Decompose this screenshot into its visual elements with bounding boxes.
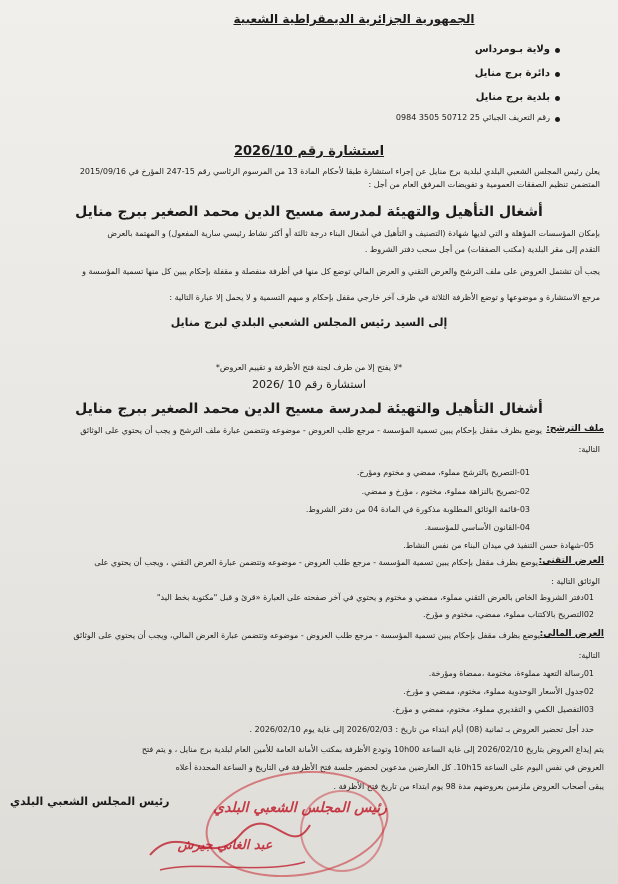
technical-text-line-2: الوثائق التالية : [551,577,600,586]
candidacy-label: ملف الترشح: [546,424,604,434]
candidacy-item: 01-التصريح بالترشح مملوء، ممضي و مختوم ومؤرخ. [356,468,530,477]
paragraph-2-line-2: مرجع الاستشارة و موضوعها و توضع الأظرفة الثلاثة في ظرف آخر خارجي مقفل بإحكام و مبهم التسمية و لا يحمل إلا عبارة التالية : [169,293,600,302]
commune-line: بلدية برج منايل [475,92,550,103]
candidacy-text-line-1: يوضع بظرف مقفل بإحكام يبين تسمية المؤسسة - مرجع طلب العروض - موضوعه وتتضمن عبارة ملف الترشح و يجب أن يحتوي على الوثائق [80,426,542,435]
bullet-icon [555,96,560,101]
wilaya-line: ولاية بـومرداس [474,44,550,55]
bullet-icon [555,72,560,77]
technical-item: 02التصريح بالاكتتاب مملوء، ممضي، مختوم و مؤرخ. [422,610,594,619]
financial-item: 02جدول الأسعار الوحدوية مملوء، مختوم، ممضي و مؤرخ. [403,687,594,696]
addressee-line: إلى السيد رئيس المجلس الشعبي البلدي لبرج منايل [170,316,448,329]
deposit-line-1: يتم إيداع العروض بتاريخ 2026/02/10 إلى غاية الساعة 10h00 وتودع الأظرفة بمكتب الأمانة العامة للأمين العام لبلدية برج منايل ، و يتم فتح [141,745,604,754]
signatory-name: عبد الغاني جيرش [177,838,273,853]
financial-text-line-2: التالية: [578,651,600,660]
technical-item: 01دفتر الشروط الخاص بالعرض التقني مملوء، ممضي و مختوم و يحتوي في آخر صفحته على العبارة «قرئ و قبل "مكتوبة بخط اليد" [156,593,594,602]
intro-line-1: يعلن رئيس المجلس الشعبي البلدي لبلدية برج منايل عن إجراء استشارة طبقا لأحكام المادة 13 من المرسوم الرئاسي رقم 15-247 المؤرخ في 2015/09/16 [79,167,600,176]
candidacy-text-line-2: التالية: [578,445,600,454]
financial-text-line-1: يوضع بظرف مقفل بإحكام يبين تسمية المؤسسة - مرجع طلب العروض - موضوعه وتتضمن عبارة العرض المالي، ويجب أن يحتوي على الوثائق [73,631,540,640]
do-not-open-note: *لا يفتح إلا من طرف لجنة فتح الأظرفة و تقييم العروض* [215,363,403,372]
project-title: أشغال التأهيل والتهيئة لمدرسة مسيح الدين محمد الصغير ببرج منايل [75,204,543,220]
prep-deadline: حدد أجل تحضير العروض بـ ثمانية (08) أيام ابتداء من تاريخ : 2026/02/03 إلى غاية يوم 2026/02/10 . [249,725,594,734]
financial-item: 01رسالة التعهد مملوءة، مختومة ،ممضاة ومؤرخة. [428,669,594,678]
candidacy-item: 03-قائمة الوثائق المطلوبة مذكورة في المادة 04 من دفتر الشروط. [305,505,530,514]
financial-item: 03التفصيل الكمي و التقديري مملوء، مختوم، ممضي و مؤرخ. [392,705,594,714]
fiscal-id-line: رقم التعريف الجبائي 25 50712 3505 0984 [395,113,550,122]
paragraph-1-line-2: التقدم إلى مقر البلدية (مكتب الصفقات) من أجل سحب دفتر الشروط . [364,245,600,254]
technical-text-line-1: يوضع بظرف مقفل بإحكام يبين تسمية المؤسسة - مرجع طلب العروض - موضوعه وتتضمن عبارة العرض التقني ، ويجب أن يحتوي على [94,558,538,567]
candidacy-item: 04-القانون الأساسي للمؤسسة. [424,523,530,532]
validity-line: يبقى أصحاب العروض ملزمين بعروضهم مدة 98 يوم ابتداء من تاريخ فتح الأظرفة . [333,782,604,791]
candidacy-item: 05-شهادة حسن التنفيذ في ميدان البناء من نفس النشاط. [403,541,594,550]
deposit-line-2: العروض في نفس اليوم على الساعة 10h15. كل العارضين مدعوين لحضور جلسة فتح الأظرفة في التاريخ و الساعة المحددة أعلاه [175,763,604,772]
signature-title: رئيس المجلس الشعبي البلدي [10,795,170,808]
bullet-icon [555,117,560,122]
technical-label: العرض التقني: [538,556,604,566]
paragraph-1-line-1: بإمكان المؤسسات المؤهلة و التي لديها شهادة (التصنيف و التأهيل في أشغال البناء درجة ثالثة أو أكثر نشاط رئيسي سارية المفعول) و المهتمة بالعرض [107,229,600,238]
repeat-consultation-title: استشارة رقم 10 /2026 [252,378,366,391]
stamp-title: رئيس المجلس الشعبي البلدي [213,800,387,816]
republic-heading: الجمهورية الجزائرية الديمقراطية الشعبية [233,12,475,26]
paragraph-2-line-1: يجب أن تشتمل العروض على ملف الترشح والعرض التقني و العرض المالي توضع كل منها في أظرفة منفصلة و مقفلة بإحكام يبين كل منها تسمية المؤسسة و [82,267,600,276]
daira-line: دائرة برج منايل [474,68,550,79]
financial-label: العرض المالي: [539,629,604,639]
intro-line-2: المتضمن تنظيم الصفقات العمومية و تفويضات المرفق العام من أجل : [368,180,600,189]
bullet-icon [555,48,560,53]
repeat-project-title: أشغال التأهيل والتهيئة لمدرسة مسيح الدين محمد الصغير ببرج منايل [75,401,543,417]
consultation-title: استشارة رقم 2026/10 [233,144,385,159]
candidacy-item: 02-تصريح بالنزاهة مملوء، مختوم ، مؤرخ و ممضي. [361,487,530,496]
